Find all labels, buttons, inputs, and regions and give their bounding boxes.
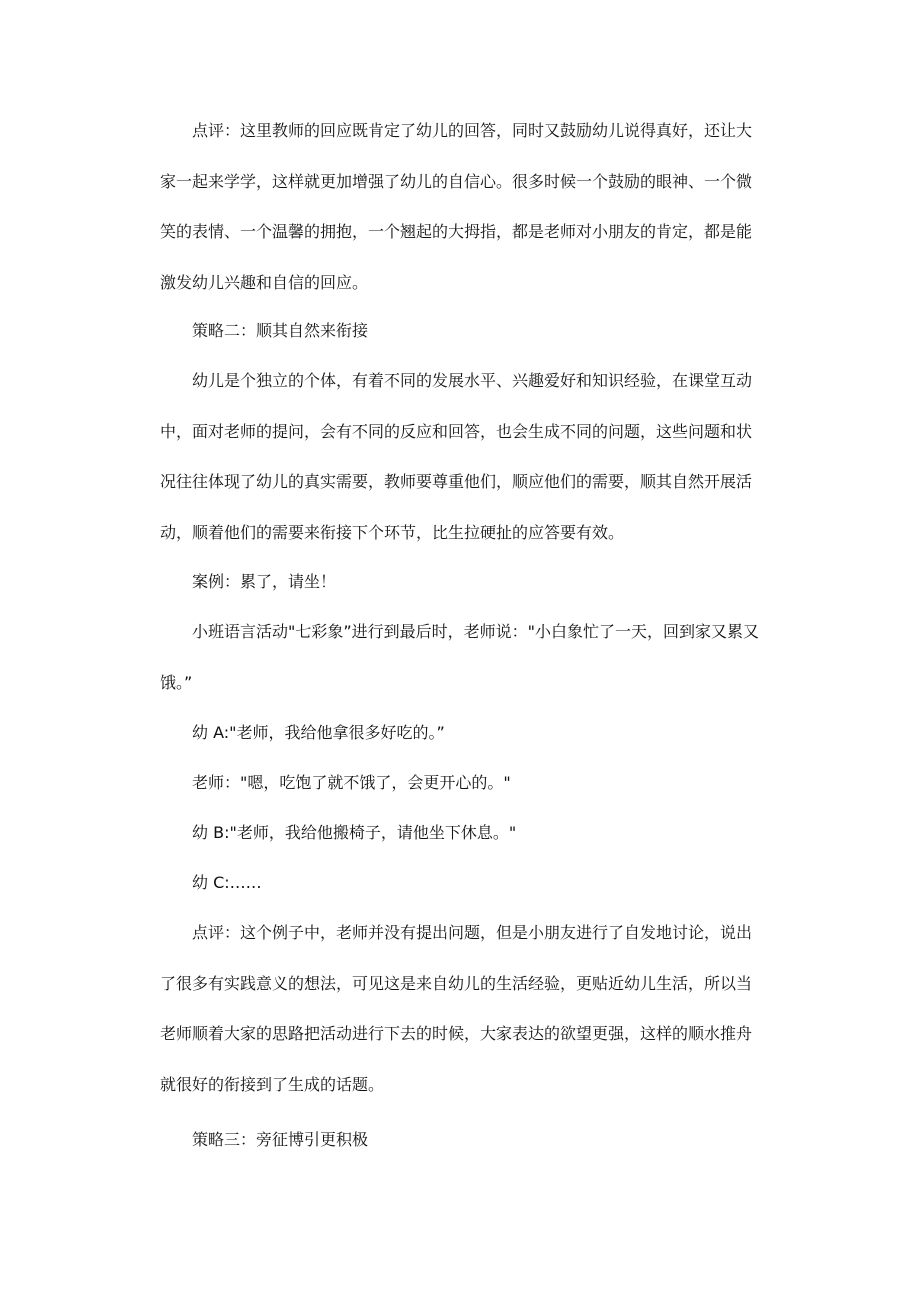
strategy-three-heading: 策略三：旁征博引更积极 xyxy=(192,1130,369,1149)
dialogue-child-b: 幼 B:"老师，我给他搬椅子，请他坐下休息。" xyxy=(192,823,517,842)
comment-paragraph-2: 点评：这个例子中，老师并没有提出问题，但是小朋友进行了自发地讨论，说出了很多有实践意义的想法，可见这是来自幼儿的生活经验，更贴近幼儿生活，所以当老师顺着大家的思路把活动进行下去的时候，大家表达的欲望更强，这样的顺水推舟就很好的衔接到了生成的话题。 xyxy=(160,923,753,1095)
strategy-two-heading: 策略二：顺其自然来衔接 xyxy=(192,321,369,340)
dialogue-child-c: 幼 C:…… xyxy=(192,873,262,892)
case-intro-paragraph: 小班语言活动"七彩象”进行到最后时，老师说："小白象忙了一天，回到家又累又饿。” xyxy=(160,622,760,692)
case-heading: 案例：累了，请坐！ xyxy=(192,572,337,591)
body-paragraph-children: 幼儿是个独立的个体，有着不同的发展水平、兴趣爱好和知识经验，在课堂互动中，面对老师的提问，会有不同的反应和回答，也会生成不同的问题，这些问题和状况往往体现了幼儿的真实需要，教师要尊重他们，顺应他们的需要，顺其自然开展活动，顺着他们的需要来衔接下个环节，比生拉硬扯的应答要有效。 xyxy=(160,371,753,543)
dialogue-child-a: 幼 A:"老师，我给他拿很多好吃的。” xyxy=(192,723,445,742)
dialogue-teacher: 老师："嗯，吃饱了就不饿了，会更开心的。" xyxy=(192,773,511,792)
comment-paragraph-1: 点评：这里教师的回应既肯定了幼儿的回答，同时又鼓励幼儿说得真好，还让大家一起来学学，这样就更加增强了幼儿的自信心。很多时候一个鼓励的眼神、一个微笑的表情、一个温馨的拥抱，一个翘起的大拇指，都是老师对小朋友的肯定，都是能激发幼儿兴趣和自信的回应。 xyxy=(160,121,753,293)
